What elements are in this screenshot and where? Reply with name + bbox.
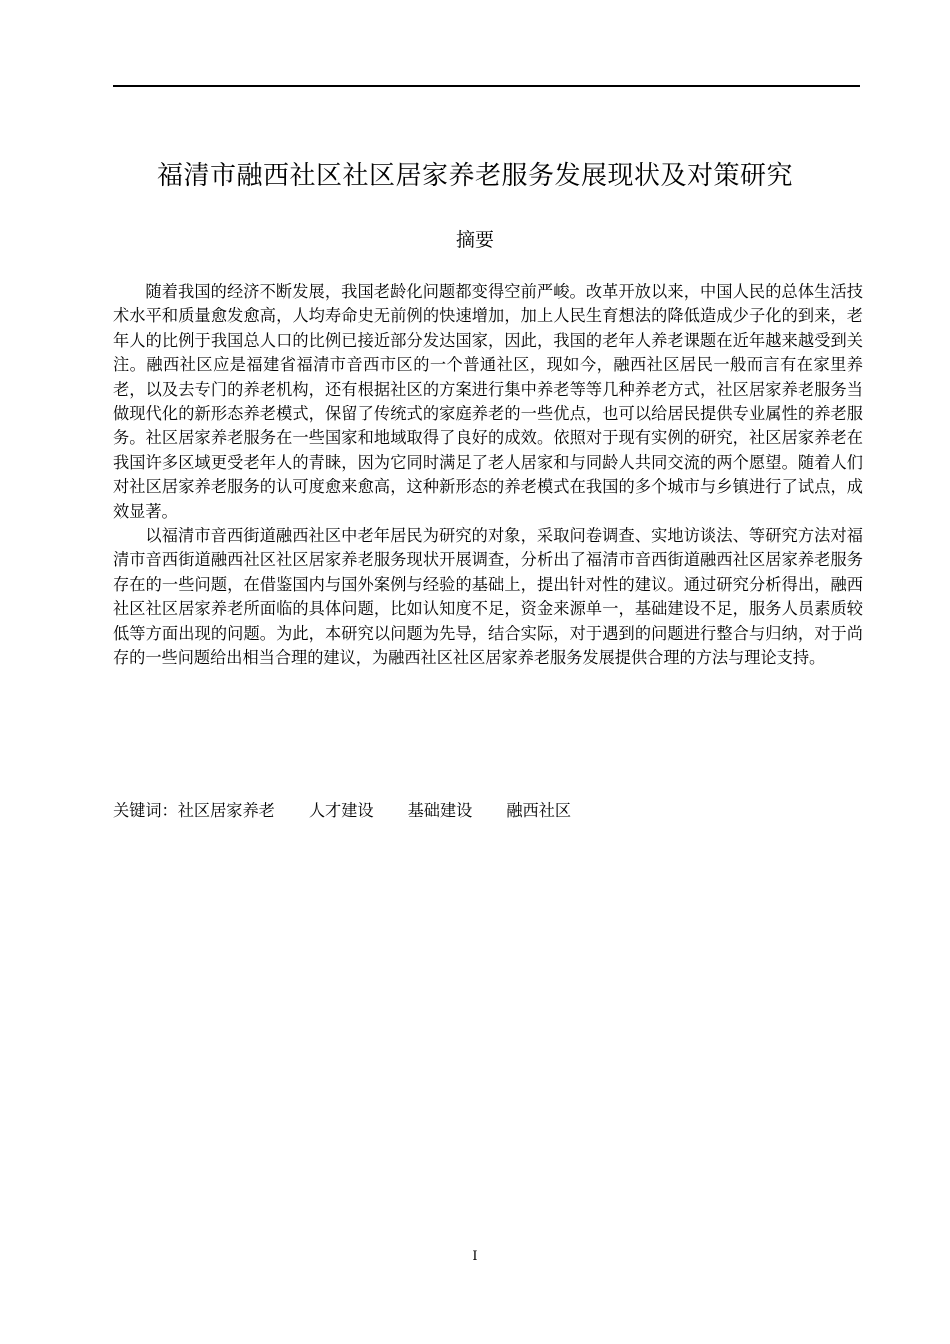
keywords-line (113, 798, 863, 824)
keywords-label: 关键词： (113, 801, 178, 820)
keyword: 融西社区 (506, 801, 572, 820)
header-rule (113, 85, 860, 87)
abstract-paragraph: 以福清市音西街道融西社区中老年居民为研究的对象，采取问卷调查、实地访谈法、等研究方法对福清市音西街道融西社区社区居家养老服务现状开展调查，分析出了福清市音西街道融西社区居家养老服务存在的一些问题，在借鉴国内与国外案例与经验的基础上，提出针对性的建议。通过研究分析得出，融西社区社区居家养老所面临的具体问题，比如认知度不足，资金来源单一，基础建设不足，服务人员素质较低等方面出现的问题。为此，本研究以问题为先导，结合实际，对于遇到的问题进行整合与归纳，对于尚存的一些问题给出相当合理的建议，为融西社区社区居家养老服务发展提供合理的方法与理论支持。 (113, 526, 863, 668)
document-title: 福清市融西社区社区居家养老服务发展现状及对策研究 (156, 161, 793, 191)
abstract-paragraph: 随着我国的经济不断发展，我国老龄化问题都变得空前严峻。改革开放以来，中国人民的总体生活技术水平和质量愈发愈高，人均寿命史无前例的快速增加，加上人民生育想法的降低造成少子化的到来，老年人的比例于我国总人口的比例已接近部分发达国家，因此，我国的老年人养老课题在近年越来越受到关注。融西社区应是福建省福清市音西市区的一个普通社区，现如今，融西社区居民一般而言有在家里养老，以及去专门的养老机构，还有根据社区的方案进行集中养老等等几种养老方式，社区居家养老服务当做现代化的新形态养老模式，保留了传统式的家庭养老的一些优点，也可以给居民提供专业属性的养老服务。社区居家养老服务在一些国家和地域取得了良好的成效。依照对于现有实例的研究，社区居家养老在我国许多区域更受老年人的青睐，因为它同时满足了老人居家和与同龄人共同交流的两个愿望。随着人们对社区居家养老服务的认可度愈来愈高，这种新形态的养老模式在我国的多个城市与乡镇进行了试点，成效显著。 (113, 282, 863, 521)
keyword: 基础建设 (407, 801, 473, 820)
keyword: 人才建设 (308, 801, 374, 820)
abstract-heading: 摘要 (455, 229, 494, 251)
page-number: I (472, 1249, 478, 1264)
keyword: 社区居家养老 (177, 801, 275, 820)
abstract-body (113, 280, 863, 671)
